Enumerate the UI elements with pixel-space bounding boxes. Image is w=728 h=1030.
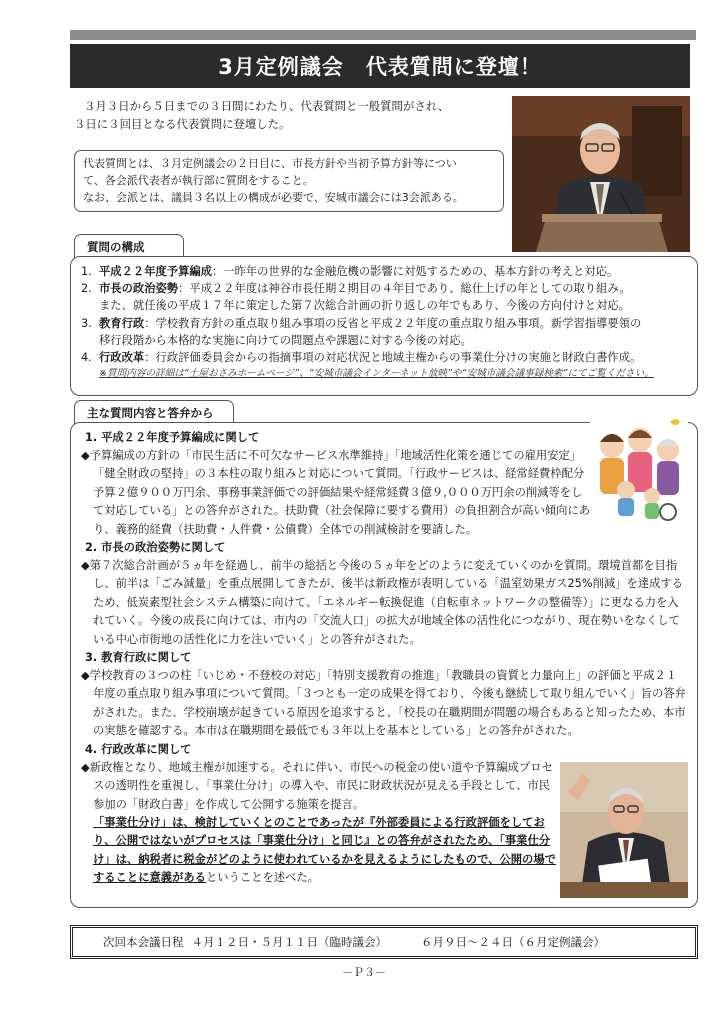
answer-text-budget: ◆予算編成の方針の「市民生活に不可欠なサービス水準維持」「地域活性化策を通じての雇用安定」「健全財政の堅持」の３本柱の取り組みと対応について質問。「行政サービスは、経常経費枠配分予算２億９００万円余、事務事業評価での評価結果や経常経費３億９,０００万円余の削減等をして対応している」との答弁がされた。扶助費（社会保障に要する費用）の負担割合が高い傾向にあり、義務的経費（扶助費・人件費・公債費）全体での削減検討を要請した。 xyxy=(81,449,591,536)
structure-panel xyxy=(70,256,698,396)
item-text: ：行政評価委員会からの指摘事項の対応状況と地域主権からの事業仕分けの実施と財政白書作成。 xyxy=(144,351,642,365)
item-number: 2. xyxy=(81,282,92,296)
title-subject: 代表質問に登壇！ xyxy=(365,55,542,79)
next-session-schedule xyxy=(70,925,698,959)
answer-text-education: ◆学校教育の３つの柱「いじめ・不登校の対応」「特別支援教育の推進」「教職員の資質と力量向上」の評価と平成２１年度の重点取り組み事項について質問。「３つとも一定の成果を得ており、今後も継続して取り組んでいく」旨の答弁がされた。また、学校崩壊が起きている原因を追求すると、「校長の在職期間が問題の場合もあると知ったため、本市の実態を確認する。本市は在職期間を最低でも３年以上を基本としている」との答弁がされた。 xyxy=(81,669,686,738)
family-illustration xyxy=(590,416,688,522)
item-text: ：平成２２年度は神谷市長任期２期目の４年目であり、総仕上げの年としての取り組み。 xyxy=(178,282,631,296)
reform-text: ◆新政権となり、地域主権が加速する。それに伴い、市民への税金の使い道や予算編成プロセスの透明性を重視し、「事業仕分け」の導入や、市民に財政状況が見える手段として、市民参加の「財政白書」を作成して公開する施策を提言。 xyxy=(81,760,553,811)
item-heading: 市長の政治姿勢 xyxy=(99,282,179,296)
answers-tab: 主な質問内容と答弁から xyxy=(74,400,234,424)
item-heading: 平成２２年度予算編成 xyxy=(99,265,212,278)
details-note: ※質問内容の詳細は“土屋おさみホームページ”、“安城市議会インターネット放映”や“安城市議会議事録検索”にてご覧ください。 xyxy=(99,368,654,380)
answer-text-mayor: ◆第７次総合計画が５ヵ年を経過し、前半の総括と今後の５ヵ年をどのように変えていくのかを質問。環境首都を目指し、前半は「ごみ減量」を重点展開してきたが、後半は新政権が表明している「温室効果ガス25%削減」を達成するため、低炭素型社会システム構築に向けて、「エネルギー転換促進（自転車ネットワークの整備等）」に更なる力を入れていく。今後の成長に向けては、市内の「交流人口」の拡大が地域全体の活性化につながり、現在勢いをなくしている中心市街地の活性化に力を注いでいく」との答弁がされた。 xyxy=(81,559,683,646)
answer-heading-reform: 4. 行政改革に関して xyxy=(85,742,192,756)
definition-line-3: なお、会派とは、議員３名以上の構成が必要で、安城市議会には3会派ある。 xyxy=(83,191,464,204)
item-continuation: また、就任後の平成１７年に策定した第７次総合計画の折り返しの年でもあり、今後の方向付けと対応。 xyxy=(99,299,630,313)
reform-tail: ということを述べた。 xyxy=(205,871,319,885)
schedule-label: 次回本会議日程 xyxy=(103,935,184,949)
list-item xyxy=(81,315,687,349)
page-number: －Ｐ３－ xyxy=(342,966,386,979)
top-rule xyxy=(70,30,696,40)
item-text: ：学校教育方針の重点取り組み事項の反省と平成２２年度の重点取り組み事項。新学習指導要領の xyxy=(144,316,642,330)
reform-emphasis: 「事業仕分け」は、検討していくとのことであったが『外部委員による行政評価をしており、公開ではないがプロセスは「事業仕分け」と同じ』との答弁がされたため、「事業仕分け」は、納税者に税金がどのように使われているかを見えるようにしたもので、公開の場ですることに意義がある xyxy=(93,815,556,885)
answer-heading-education: 3. 教育行政に関して xyxy=(85,651,192,665)
answer-heading-budget: 1. 平成２２年度予算編成に関して xyxy=(85,431,260,444)
item-heading: 行政改革 xyxy=(99,351,145,365)
definition-box xyxy=(74,150,504,212)
answer-text-reform xyxy=(81,759,559,888)
page-title xyxy=(70,44,690,88)
item-heading: 教育行政 xyxy=(99,316,145,330)
schedule-dates-regular: ６月９日～２４日（６月定例議会） xyxy=(421,935,605,949)
item-number: 4. xyxy=(81,351,92,365)
item-continuation: 移行段階から本格的な実施に向けての問題点や課題に対する今後の対応。 xyxy=(99,333,472,347)
intro-line-2: ３日に３回目となる代表質問に登壇した。 xyxy=(74,117,291,131)
speaker-desk-photo xyxy=(560,762,688,898)
definition-line-2: て、各会派代表者が執行部に質問をすること。 xyxy=(83,174,314,187)
list-item xyxy=(81,263,687,280)
list-item xyxy=(81,349,687,366)
item-number: 3. xyxy=(81,316,92,330)
structure-list xyxy=(81,263,687,366)
list-item xyxy=(81,280,687,314)
structure-tab: 質問の構成 xyxy=(74,234,184,258)
answer-heading-mayor: 2. 市長の政治姿勢に関して xyxy=(85,541,226,555)
intro-text xyxy=(74,97,504,133)
item-text: ：一昨年の世界的な金融危機の影響に対処するための、基本方針の考えと対応。 xyxy=(211,265,619,278)
definition-line-1: 代表質問とは、３月定例議会の２日目に、市長方針や当初予算方針等につい xyxy=(83,157,457,170)
speaker-podium-photo xyxy=(512,96,690,252)
schedule-dates-extra: ４月１２日・５月１１日（臨時議会） xyxy=(191,935,387,949)
title-session: 3月定例議会 xyxy=(218,55,344,79)
item-number: 1. xyxy=(81,265,92,278)
intro-line-1: ３月３日から５日までの３日間にわたり、代表質問と一般質問がされ、 xyxy=(84,99,450,113)
